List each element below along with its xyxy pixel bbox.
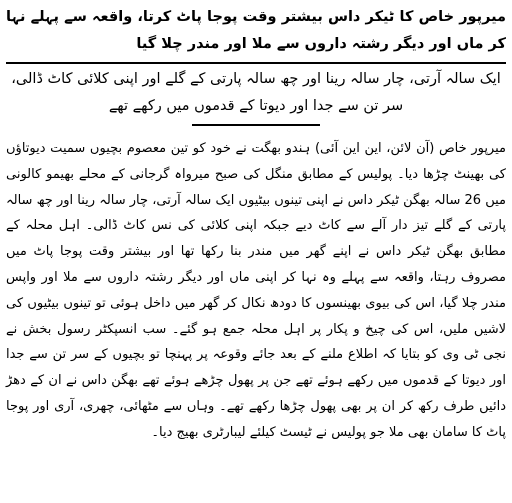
article-body-paragraph: میرپور خاص (آن لائن، این این آئی) ہندو بھگت نے خود کو تین معصوم بچیوں سمیت دیوتاؤں کی بھینٹ چڑھا دیا۔ پولیس کے مطابق منگل کی صبح میرواہ گرجانی کے محلے بھیمو کالونی میں 26 سالہ بھگن ٹیکر داس نے اپنی تینوں بیٹیوں ایک سالہ آرتی، چار سالہ رینا اور چھ سالہ پارتی کے گلے تیز دار آلے سے کاٹ دیے جبکہ اپنی کلائی کی نس کاٹ ڈالی۔ اہل محلہ کے مطابق بھگن ٹیکر داس نے اپنے گھر میں مندر بنا رکھا تھا اور بیشتر وقت پوجا پاٹ میں مصروف رہتا، واقعہ سے پہلے وہ نہا کر اپنی ماں اور دیگر رشتہ داروں سے ملا اور واپس مندر چلا گیا، اس کی بیوی بھینسوں کا دودھ نکال کر گھر میں داخل ہوئی تو تینوں بیٹیوں کی لاشیں ملیں، اس کی چیخ و پکار پر اہل محلہ جمع ہو گئے۔ سب انسپکٹر رسول بخش نے نجی ٹی وی کو بتایا کہ اطلاع ملنے کے بعد جائے وقوعہ پر پہنچا تو بچیوں کے سر تن سے جدا اور دیوتا کے قدموں میں رکھے ہوئے تھے جن پر پھول چڑھے ہوئے تھے بھگن داس نے ان کے دھڑ دائیں طرف رکھ کر ان پر بھی پھول چڑھا رکھے تھے۔ وہاں سے مٹھائی، چھری، آری اور پوجا پاٹ کا سامان بھی ملا جو پولیس نے ٹیسٹ کیلئے لیبارٹری بھیج دیا۔ <box>6 141 506 440</box>
subheadline: ایک سالہ آرتی، چار سالہ رینا اور چھ سالہ پارتی کے گلے اور اپنی کلائی کاٹ ڈالی، سر تن سے جدا اور دیوتا کے قدموں میں رکھے تھے <box>11 71 501 114</box>
headline-divider <box>6 62 506 64</box>
headline: میرپور خاص کا ٹیکر داس بیشتر وقت پوجا پاٹ کرتا، واقعہ سے پہلے نہا کر ماں اور دیگر رشتہ داروں سے ملا اور مندر چلا گیا <box>6 9 506 52</box>
article-body <box>6 136 506 446</box>
subheadline-divider <box>192 124 320 126</box>
